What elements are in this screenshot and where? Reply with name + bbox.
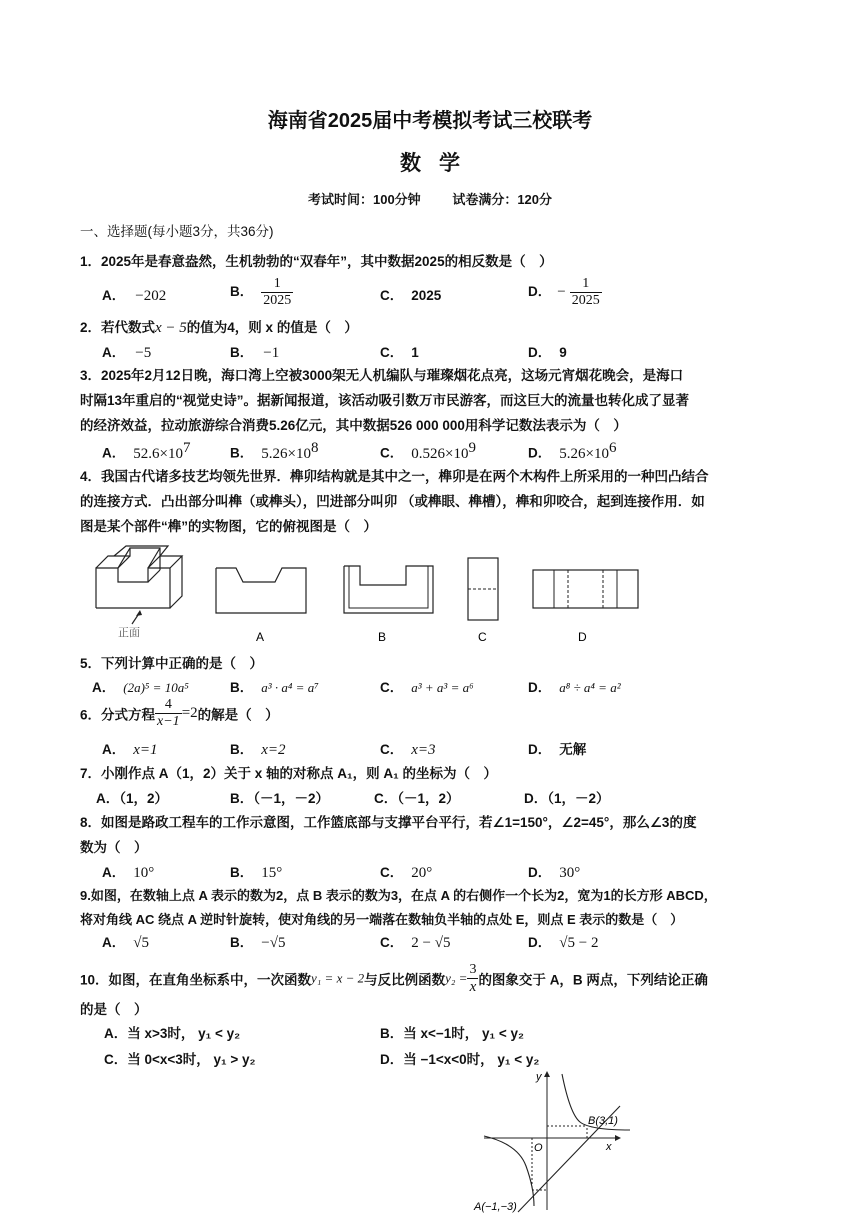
q9-option-a: A． √5 bbox=[102, 935, 149, 951]
section-heading: 一、选择题(每小题3分，共36分) bbox=[80, 224, 274, 239]
q8-line-1: 8．如图是路政工程车的工作示意图，工作篮底部与支撑平台平行，若∠1=150°，∠2=45°，那么∠3的度 bbox=[80, 815, 697, 830]
q3-line-1: 3．2025年2月12日晚，海口湾上空被3000架无人机编队与璀璨烟花点亮，这场元宵烟花晚会，是海口 bbox=[80, 368, 684, 383]
origin-label: O bbox=[534, 1142, 543, 1154]
q6-option-b: B． x=2 bbox=[230, 742, 286, 758]
q6-option-c: C． x=3 bbox=[380, 742, 436, 758]
q2-option-a: A． −5 bbox=[102, 345, 152, 361]
q10-line-2: 的是（ ） bbox=[80, 1002, 148, 1017]
front-arrow bbox=[132, 610, 142, 624]
q8-option-c: C． 20° bbox=[380, 865, 433, 881]
q1-option-c: C． 2025 bbox=[380, 288, 442, 303]
q9-option-b: B． −√5 bbox=[230, 935, 286, 951]
tenon-3d-object bbox=[96, 546, 182, 608]
q9-line-2: 将对角线 AC 绕点 A 逆时针旋转，使对角线的另一端落在数轴负半轴的点处 E，则点 E 表示的数是（ ） bbox=[80, 912, 684, 927]
q1-stem: 1．2025年是春意盎然，生机勃勃的“双春年”，其中数据2025的相反数是（ ） bbox=[80, 254, 553, 269]
exam-time: 考试时间：100分钟 bbox=[307, 192, 421, 207]
q10-graph bbox=[470, 1066, 640, 1214]
q7-option-c: C．（－1，2） bbox=[374, 791, 460, 806]
view-d-label: D bbox=[578, 630, 587, 644]
q6-option-a: A． x=1 bbox=[102, 742, 158, 758]
q9-line-1: 9.如图，在数轴上点 A 表示的数为2，点 B 表示的数为3，在点 A 的右侧作一个长为2，宽为1的长方形 ABCD， bbox=[80, 888, 717, 903]
x-axis-label: x bbox=[606, 1141, 612, 1153]
view-b-label: B bbox=[378, 630, 387, 644]
q3-option-b: B． $5.26\times 10^8$ bbox=[230, 440, 319, 462]
q1-option-a: A． −202 bbox=[102, 288, 167, 304]
q4-line-1: 4．我国古代诸多技艺均领先世界．榫卯结构就是其中之一，榫卯是在两个木构件上所采用的一种凹凸结合 bbox=[80, 469, 709, 484]
q5-stem: 5．下列计算中正确的是（ ） bbox=[80, 656, 264, 671]
q3-option-d: D． $5.26\times 10^6$ bbox=[528, 440, 617, 462]
q8-option-b: B． 15° bbox=[230, 865, 283, 881]
q6-stem: 6．分式方程 $\frac{4}{x-1}$ =2的解是（ ） bbox=[80, 697, 279, 729]
front-label: 正面 bbox=[118, 627, 140, 639]
view-a bbox=[216, 568, 306, 613]
q2-option-d: D． 9 bbox=[528, 345, 567, 360]
view-a-label: A bbox=[256, 630, 265, 644]
q7-stem: 7．小刚作点 A（1，2）关于 x 轴的对称点 A₁，则 A₁ 的坐标为（ ） bbox=[80, 766, 497, 781]
q9-option-c: C． 2 − √5 bbox=[380, 935, 451, 951]
q10-option-a: A．当 x>3时， y₁ < y₂ bbox=[104, 1026, 241, 1041]
exam-info bbox=[0, 189, 860, 208]
q10-stem: 10．如图，在直角坐标系中，一次函数y₁ = x − 2与反比例函数y₂ = $\frac{3}{x}$ 的图象交于 A，B 两点，下列结论正确 bbox=[80, 962, 708, 995]
q6-option-d: D． 无解 bbox=[528, 742, 587, 757]
view-d bbox=[533, 570, 638, 608]
y-axis-label: y bbox=[536, 1071, 542, 1083]
q5-option-b: B． a³ · a⁴ = a⁷ bbox=[230, 680, 319, 695]
exam-title: 海南省2025届中考模拟考试三校联考 bbox=[267, 110, 593, 132]
q3-line-3: 的经济效益，拉动旅游综合消费5.26亿元，其中数据526 000 000用科学记数法表示为（ ） bbox=[80, 418, 627, 433]
exam-score: 试卷满分：120分 bbox=[452, 192, 553, 207]
view-c-label: C bbox=[478, 630, 487, 644]
q8-line-2: 数为（ ） bbox=[80, 840, 148, 855]
q3-option-a: A． $52.6\times 10^7$ bbox=[102, 440, 191, 462]
q2-option-b: B． −1 bbox=[230, 345, 280, 361]
q8-option-a: A． 10° bbox=[102, 865, 155, 881]
q2-stem: 2．若代数式x − 5的值为4，则 x 的值是（ ） bbox=[80, 320, 358, 336]
point-a-label: A(−1,−3) bbox=[474, 1201, 517, 1213]
q1-option-b: B． $\frac{1}{2025}$ bbox=[230, 276, 292, 308]
q5-option-c: C． a³ + a³ = a⁶ bbox=[380, 680, 474, 695]
q3-option-c: C． $0.526\times 10^9$ bbox=[380, 440, 476, 462]
q10-option-b: B．当 x<−1时， y₁ < y₂ bbox=[380, 1026, 525, 1041]
q4-line-3: 图是某个部件“榫”的实物图，它的俯视图是（ ） bbox=[80, 519, 377, 534]
q8-option-d: D． 30° bbox=[528, 865, 581, 881]
q4-line-2: 的连接方式．凸出部分叫榫（或榫头），凹进部分叫卯 （或榫眼、榫槽），榫和卯咬合，起到连接作用．如 bbox=[80, 494, 705, 509]
view-b bbox=[344, 566, 433, 613]
q7-option-b: B．（－1，－2） bbox=[230, 791, 330, 806]
q5-option-a: A． (2a)⁵ = 10a⁵ bbox=[92, 680, 189, 695]
q1-option-d: D． − $\frac{1}{2025}$ bbox=[528, 276, 600, 308]
q3-line-2: 时隔13年重启的“视觉史诗”。据新闻报道，该活动吸引数万市民游客，而这巨大的流量也转化成了显著 bbox=[80, 393, 690, 408]
q7-option-a: A．（1，2） bbox=[96, 791, 169, 806]
q4-figures bbox=[88, 540, 648, 648]
q2-option-c: C． 1 bbox=[380, 345, 419, 360]
q10-option-d: D．当 −1<x<0时， y₁ < y₂ bbox=[380, 1052, 540, 1067]
q9-option-d: D． √5 − 2 bbox=[528, 935, 599, 951]
hyperbola-q3 bbox=[484, 1136, 534, 1206]
q7-option-d: D．（1，－2） bbox=[524, 791, 610, 806]
q5-option-d: D． a⁸ ÷ a⁴ = a² bbox=[528, 680, 621, 695]
subject-title: 数学 bbox=[400, 152, 478, 175]
point-b-label: B(3,1) bbox=[588, 1115, 618, 1127]
q10-option-c: C．当 0<x<3时， y₁ > y₂ bbox=[104, 1052, 256, 1067]
